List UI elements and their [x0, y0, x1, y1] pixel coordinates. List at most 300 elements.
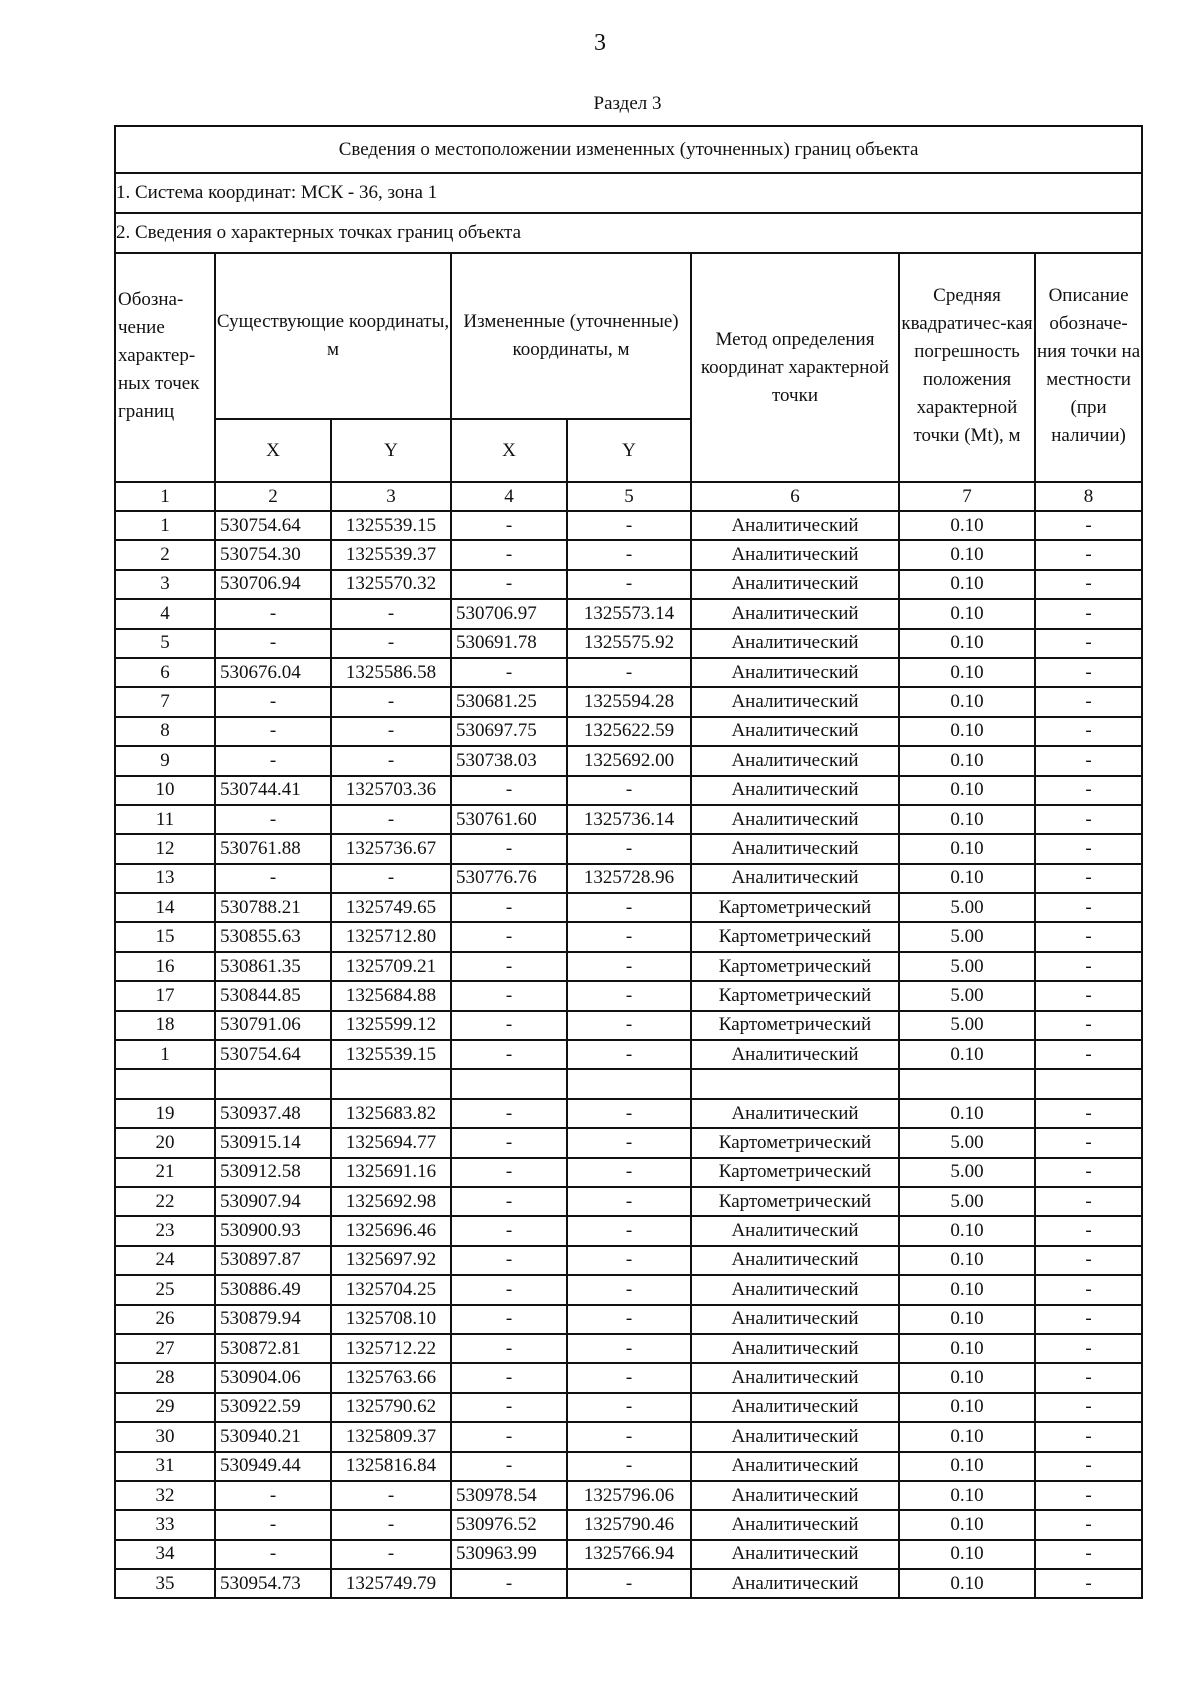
point-id-cell: 12	[115, 834, 215, 863]
changed-y-cell: 1325573.14	[567, 599, 691, 628]
table-row	[115, 1040, 1142, 1069]
existing-x-cell: 530897.87	[215, 1246, 331, 1275]
table-row	[115, 1011, 1142, 1040]
method-cell: Аналитический	[691, 1540, 899, 1569]
description-cell: -	[1035, 511, 1142, 540]
changed-y-cell: -	[567, 1452, 691, 1481]
error-cell: 0.10	[899, 687, 1035, 716]
point-id-cell: 34	[115, 1540, 215, 1569]
description-cell: -	[1035, 805, 1142, 834]
error-header: Средняя квадратичес-кая погрешность положения характерной точки (Mt), м	[899, 253, 1035, 482]
point-id-cell: 18	[115, 1011, 215, 1040]
changed-x-cell: -	[451, 511, 567, 540]
method-cell: Аналитический	[691, 1393, 899, 1422]
method-cell: Картометрический	[691, 922, 899, 951]
changed-x-cell: 530963.99	[451, 1540, 567, 1569]
method-cell: Аналитический	[691, 805, 899, 834]
point-id-cell: 13	[115, 864, 215, 893]
existing-x-cell: 530915.14	[215, 1128, 331, 1157]
table-row	[115, 511, 1142, 540]
existing-y-cell: 1325684.88	[331, 981, 451, 1010]
table-row	[115, 1069, 1142, 1098]
existing-x-cell: 530754.30	[215, 540, 331, 569]
existing-y-cell: -	[331, 717, 451, 746]
method-cell: Аналитический	[691, 1481, 899, 1510]
description-cell: -	[1035, 864, 1142, 893]
point-id-cell: 19	[115, 1099, 215, 1128]
section-title: Раздел 3	[593, 93, 662, 114]
description-header: Описание обозначе-ния точки на местности (при наличии)	[1035, 253, 1142, 482]
description-cell: -	[1035, 1011, 1142, 1040]
point-id-cell: 21	[115, 1158, 215, 1187]
point-id-cell: 14	[115, 893, 215, 922]
changed-y-cell: -	[567, 776, 691, 805]
error-cell: 5.00	[899, 1011, 1035, 1040]
error-cell: 5.00	[899, 1128, 1035, 1157]
changed-x-cell: 530697.75	[451, 717, 567, 746]
table-row	[115, 1334, 1142, 1363]
method-cell: Аналитический	[691, 658, 899, 687]
table-row	[115, 1099, 1142, 1128]
changed-x-cell: -	[451, 1452, 567, 1481]
existing-x-cell: 530922.59	[215, 1393, 331, 1422]
method-cell: Аналитический	[691, 599, 899, 628]
existing-x-cell: 530912.58	[215, 1158, 331, 1187]
error-cell: 0.10	[899, 1305, 1035, 1334]
table-row	[115, 1216, 1142, 1245]
column-number: 7	[899, 482, 1035, 511]
existing-y-header: Y	[331, 419, 451, 482]
table-row	[115, 570, 1142, 599]
existing-x-cell: -	[215, 1540, 331, 1569]
method-header: Метод определения координат характерной точки	[691, 253, 899, 482]
method-cell: Картометрический	[691, 1187, 899, 1216]
existing-x-cell: 530954.73	[215, 1569, 331, 1598]
changed-y-cell: 1325692.00	[567, 746, 691, 775]
point-id-cell: 5	[115, 629, 215, 658]
point-id-cell: 33	[115, 1510, 215, 1539]
changed-y-cell: 1325796.06	[567, 1481, 691, 1510]
changed-y-cell: -	[567, 1128, 691, 1157]
existing-y-cell: 1325586.58	[331, 658, 451, 687]
changed-y-cell: -	[567, 1305, 691, 1334]
description-cell: -	[1035, 1540, 1142, 1569]
existing-x-cell: -	[215, 629, 331, 658]
point-id-cell: 30	[115, 1422, 215, 1451]
changed-x-cell: -	[451, 1040, 567, 1069]
description-cell: -	[1035, 922, 1142, 951]
method-cell: Картометрический	[691, 981, 899, 1010]
point-id-cell: 26	[115, 1305, 215, 1334]
column-number: 5	[567, 482, 691, 511]
existing-y-cell: 1325736.67	[331, 834, 451, 863]
page-number: 3	[594, 30, 606, 56]
existing-x-cell: -	[215, 1481, 331, 1510]
table-row	[115, 893, 1142, 922]
method-cell: Аналитический	[691, 1099, 899, 1128]
error-cell: 5.00	[899, 922, 1035, 951]
changed-y-cell: -	[567, 1011, 691, 1040]
changed-y-cell: -	[567, 834, 691, 863]
existing-x-cell: 530744.41	[215, 776, 331, 805]
method-cell: Картометрический	[691, 1158, 899, 1187]
existing-y-cell: 1325708.10	[331, 1305, 451, 1334]
description-cell: -	[1035, 1158, 1142, 1187]
description-cell: -	[1035, 687, 1142, 716]
point-id-cell: 9	[115, 746, 215, 775]
error-cell: 0.10	[899, 1569, 1035, 1598]
existing-y-cell: -	[331, 746, 451, 775]
table-row	[115, 834, 1142, 863]
error-cell: 0.10	[899, 1510, 1035, 1539]
existing-x-cell: 530861.35	[215, 952, 331, 981]
point-id-cell: 28	[115, 1363, 215, 1392]
method-cell: Аналитический	[691, 1216, 899, 1245]
method-cell: Аналитический	[691, 1510, 899, 1539]
method-cell: Аналитический	[691, 1422, 899, 1451]
points-info-heading: 2. Сведения о характерных точках границ объекта	[115, 213, 1142, 253]
description-cell: -	[1035, 1422, 1142, 1451]
method-cell: Аналитический	[691, 511, 899, 540]
column-number: 4	[451, 482, 567, 511]
point-id-cell: 10	[115, 776, 215, 805]
description-cell: -	[1035, 1128, 1142, 1157]
existing-x-cell: 530788.21	[215, 893, 331, 922]
existing-y-cell: 1325539.37	[331, 540, 451, 569]
method-cell: Аналитический	[691, 629, 899, 658]
error-cell: 5.00	[899, 1158, 1035, 1187]
changed-x-cell: -	[451, 981, 567, 1010]
changed-y-cell: -	[567, 1393, 691, 1422]
error-cell: 0.10	[899, 1540, 1035, 1569]
error-cell: 0.10	[899, 1452, 1035, 1481]
existing-x-header: X	[215, 419, 331, 482]
changed-coords-header: Измененные (уточненные) координаты, м	[451, 253, 691, 419]
error-cell: 0.10	[899, 746, 1035, 775]
existing-y-cell: 1325763.66	[331, 1363, 451, 1392]
method-cell: Аналитический	[691, 1246, 899, 1275]
existing-y-cell: 1325709.21	[331, 952, 451, 981]
changed-y-cell	[567, 1069, 691, 1098]
existing-x-cell: -	[215, 1510, 331, 1539]
existing-y-cell: -	[331, 1481, 451, 1510]
point-id-cell: 29	[115, 1393, 215, 1422]
existing-y-cell: 1325691.16	[331, 1158, 451, 1187]
boundary-points-table	[114, 125, 1143, 1599]
table-row	[115, 717, 1142, 746]
existing-y-cell: 1325749.79	[331, 1569, 451, 1598]
existing-x-cell: -	[215, 599, 331, 628]
point-id-cell: 8	[115, 717, 215, 746]
changed-y-cell: -	[567, 1216, 691, 1245]
description-cell: -	[1035, 1187, 1142, 1216]
changed-x-cell	[451, 1069, 567, 1098]
table-row	[115, 629, 1142, 658]
error-cell: 0.10	[899, 1481, 1035, 1510]
method-cell: Картометрический	[691, 893, 899, 922]
description-cell: -	[1035, 658, 1142, 687]
method-cell	[691, 1069, 899, 1098]
existing-y-cell: 1325692.98	[331, 1187, 451, 1216]
changed-y-cell: 1325622.59	[567, 717, 691, 746]
changed-x-cell: -	[451, 1128, 567, 1157]
error-cell	[899, 1069, 1035, 1098]
table-body	[115, 511, 1142, 1598]
error-cell: 0.10	[899, 805, 1035, 834]
changed-x-cell: -	[451, 570, 567, 599]
changed-x-cell: 530976.52	[451, 1510, 567, 1539]
description-cell: -	[1035, 1275, 1142, 1304]
point-id-cell: 24	[115, 1246, 215, 1275]
existing-x-cell	[215, 1069, 331, 1098]
error-cell: 5.00	[899, 952, 1035, 981]
error-cell: 0.10	[899, 776, 1035, 805]
description-cell: -	[1035, 746, 1142, 775]
method-cell: Аналитический	[691, 540, 899, 569]
table-row	[115, 1128, 1142, 1157]
table-row	[115, 864, 1142, 893]
error-cell: 0.10	[899, 1422, 1035, 1451]
changed-x-cell: 530706.97	[451, 599, 567, 628]
changed-x-cell: 530761.60	[451, 805, 567, 834]
changed-y-cell: -	[567, 658, 691, 687]
point-id-cell: 22	[115, 1187, 215, 1216]
table-row	[115, 1540, 1142, 1569]
description-cell	[1035, 1069, 1142, 1098]
existing-y-cell: 1325712.22	[331, 1334, 451, 1363]
changed-y-cell: -	[567, 1187, 691, 1216]
existing-x-cell: -	[215, 687, 331, 716]
table-row	[115, 1422, 1142, 1451]
point-id-cell: 16	[115, 952, 215, 981]
changed-x-cell: -	[451, 1569, 567, 1598]
table-row	[115, 687, 1142, 716]
changed-y-cell: 1325575.92	[567, 629, 691, 658]
column-number: 2	[215, 482, 331, 511]
description-cell: -	[1035, 981, 1142, 1010]
description-cell: -	[1035, 1040, 1142, 1069]
table-row	[115, 981, 1142, 1010]
changed-x-cell: 530978.54	[451, 1481, 567, 1510]
existing-x-cell: 530907.94	[215, 1187, 331, 1216]
description-cell: -	[1035, 717, 1142, 746]
existing-x-cell: 530761.88	[215, 834, 331, 863]
existing-x-cell: 530937.48	[215, 1099, 331, 1128]
description-cell: -	[1035, 834, 1142, 863]
table-row	[115, 1363, 1142, 1392]
existing-y-cell: 1325749.65	[331, 893, 451, 922]
method-cell: Картометрический	[691, 1128, 899, 1157]
changed-y-cell: -	[567, 1275, 691, 1304]
existing-x-cell: 530900.93	[215, 1216, 331, 1245]
changed-x-cell: -	[451, 1363, 567, 1392]
changed-x-cell: -	[451, 1216, 567, 1245]
point-id-cell: 2	[115, 540, 215, 569]
changed-y-cell: -	[567, 1040, 691, 1069]
changed-x-cell: -	[451, 1393, 567, 1422]
existing-coords-header: Существующие координаты, м	[215, 253, 451, 419]
existing-x-cell: 530855.63	[215, 922, 331, 951]
changed-x-cell: -	[451, 540, 567, 569]
table-row	[115, 1275, 1142, 1304]
changed-y-cell: -	[567, 1422, 691, 1451]
point-id-cell: 25	[115, 1275, 215, 1304]
method-cell: Аналитический	[691, 776, 899, 805]
changed-x-cell: -	[451, 952, 567, 981]
existing-y-cell: 1325704.25	[331, 1275, 451, 1304]
table-title: Сведения о местоположении измененных (уточненных) границ объекта	[115, 126, 1142, 173]
existing-y-cell: -	[331, 1540, 451, 1569]
error-cell: 0.10	[899, 1246, 1035, 1275]
method-cell: Аналитический	[691, 1305, 899, 1334]
existing-x-cell: 530791.06	[215, 1011, 331, 1040]
existing-y-cell: -	[331, 1510, 451, 1539]
method-cell: Аналитический	[691, 1040, 899, 1069]
point-id-cell: 27	[115, 1334, 215, 1363]
error-cell: 0.10	[899, 658, 1035, 687]
table-row	[115, 746, 1142, 775]
existing-x-cell: -	[215, 864, 331, 893]
error-cell: 0.10	[899, 864, 1035, 893]
table-row	[115, 805, 1142, 834]
changed-y-cell: -	[567, 981, 691, 1010]
changed-y-cell: -	[567, 1246, 691, 1275]
table-row	[115, 1452, 1142, 1481]
description-cell: -	[1035, 776, 1142, 805]
existing-y-cell: 1325539.15	[331, 1040, 451, 1069]
description-cell: -	[1035, 952, 1142, 981]
table-row	[115, 1187, 1142, 1216]
error-cell: 0.10	[899, 540, 1035, 569]
table-row	[115, 1305, 1142, 1334]
method-cell: Аналитический	[691, 864, 899, 893]
point-id-cell: 4	[115, 599, 215, 628]
column-number: 6	[691, 482, 899, 511]
changed-y-cell: -	[567, 952, 691, 981]
changed-x-cell: -	[451, 922, 567, 951]
existing-y-cell: 1325703.36	[331, 776, 451, 805]
error-cell: 0.10	[899, 1216, 1035, 1245]
method-cell: Аналитический	[691, 1363, 899, 1392]
coordinate-system: 1. Система координат: МСК - 36, зона 1	[115, 173, 1142, 213]
existing-x-cell: 530872.81	[215, 1334, 331, 1363]
method-cell: Аналитический	[691, 1569, 899, 1598]
method-cell: Аналитический	[691, 1334, 899, 1363]
description-cell: -	[1035, 1569, 1142, 1598]
description-cell: -	[1035, 1305, 1142, 1334]
description-cell: -	[1035, 1510, 1142, 1539]
description-cell: -	[1035, 1099, 1142, 1128]
description-cell: -	[1035, 1481, 1142, 1510]
existing-x-cell: 530949.44	[215, 1452, 331, 1481]
existing-y-cell: 1325696.46	[331, 1216, 451, 1245]
table-row	[115, 658, 1142, 687]
existing-y-cell: -	[331, 599, 451, 628]
existing-y-cell: 1325816.84	[331, 1452, 451, 1481]
error-cell: 0.10	[899, 1334, 1035, 1363]
existing-y-cell: 1325694.77	[331, 1128, 451, 1157]
changed-x-cell: -	[451, 893, 567, 922]
changed-y-cell: -	[567, 1158, 691, 1187]
existing-y-cell: 1325712.80	[331, 922, 451, 951]
column-number: 1	[115, 482, 215, 511]
error-cell: 0.10	[899, 1363, 1035, 1392]
existing-x-cell: -	[215, 717, 331, 746]
existing-y-cell: 1325790.62	[331, 1393, 451, 1422]
changed-x-cell: -	[451, 1187, 567, 1216]
changed-x-cell: -	[451, 1011, 567, 1040]
changed-x-cell: -	[451, 1246, 567, 1275]
point-id-cell: 7	[115, 687, 215, 716]
error-cell: 5.00	[899, 893, 1035, 922]
changed-x-cell: -	[451, 834, 567, 863]
existing-x-cell: 530886.49	[215, 1275, 331, 1304]
existing-y-cell: 1325570.32	[331, 570, 451, 599]
table-row	[115, 1158, 1142, 1187]
changed-x-cell: -	[451, 1158, 567, 1187]
description-cell: -	[1035, 1334, 1142, 1363]
changed-y-cell: -	[567, 540, 691, 569]
point-id-cell: 32	[115, 1481, 215, 1510]
changed-y-cell: 1325594.28	[567, 687, 691, 716]
table-row	[115, 952, 1142, 981]
column-number: 8	[1035, 482, 1142, 511]
changed-x-cell: 530681.25	[451, 687, 567, 716]
changed-x-cell: 530691.78	[451, 629, 567, 658]
changed-x-cell: -	[451, 1305, 567, 1334]
table-row	[115, 1510, 1142, 1539]
table-row	[115, 1481, 1142, 1510]
method-cell: Аналитический	[691, 570, 899, 599]
description-cell: -	[1035, 1246, 1142, 1275]
description-cell: -	[1035, 893, 1142, 922]
point-id-cell: 11	[115, 805, 215, 834]
method-cell: Аналитический	[691, 1275, 899, 1304]
description-cell: -	[1035, 629, 1142, 658]
changed-y-header: Y	[567, 419, 691, 482]
error-cell: 5.00	[899, 981, 1035, 1010]
existing-y-cell: 1325539.15	[331, 511, 451, 540]
changed-y-cell: 1325790.46	[567, 1510, 691, 1539]
changed-y-cell: -	[567, 511, 691, 540]
designation-header: Обозна-чение характер-ных точек границ	[115, 253, 215, 482]
column-number: 3	[331, 482, 451, 511]
error-cell: 0.10	[899, 599, 1035, 628]
description-cell: -	[1035, 1452, 1142, 1481]
existing-x-cell: 530754.64	[215, 1040, 331, 1069]
description-cell: -	[1035, 1393, 1142, 1422]
changed-y-cell: -	[567, 893, 691, 922]
method-cell: Аналитический	[691, 746, 899, 775]
existing-x-cell: -	[215, 746, 331, 775]
changed-y-cell: 1325728.96	[567, 864, 691, 893]
existing-x-cell: 530754.64	[215, 511, 331, 540]
existing-y-cell	[331, 1069, 451, 1098]
existing-y-cell: 1325683.82	[331, 1099, 451, 1128]
table-row	[115, 540, 1142, 569]
error-cell: 0.10	[899, 629, 1035, 658]
changed-y-cell: -	[567, 1099, 691, 1128]
description-cell: -	[1035, 570, 1142, 599]
existing-y-cell: -	[331, 864, 451, 893]
error-cell: 0.10	[899, 1275, 1035, 1304]
description-cell: -	[1035, 540, 1142, 569]
method-cell: Аналитический	[691, 717, 899, 746]
error-cell: 0.10	[899, 570, 1035, 599]
changed-x-cell: 530738.03	[451, 746, 567, 775]
existing-x-cell: 530844.85	[215, 981, 331, 1010]
existing-x-cell: -	[215, 805, 331, 834]
